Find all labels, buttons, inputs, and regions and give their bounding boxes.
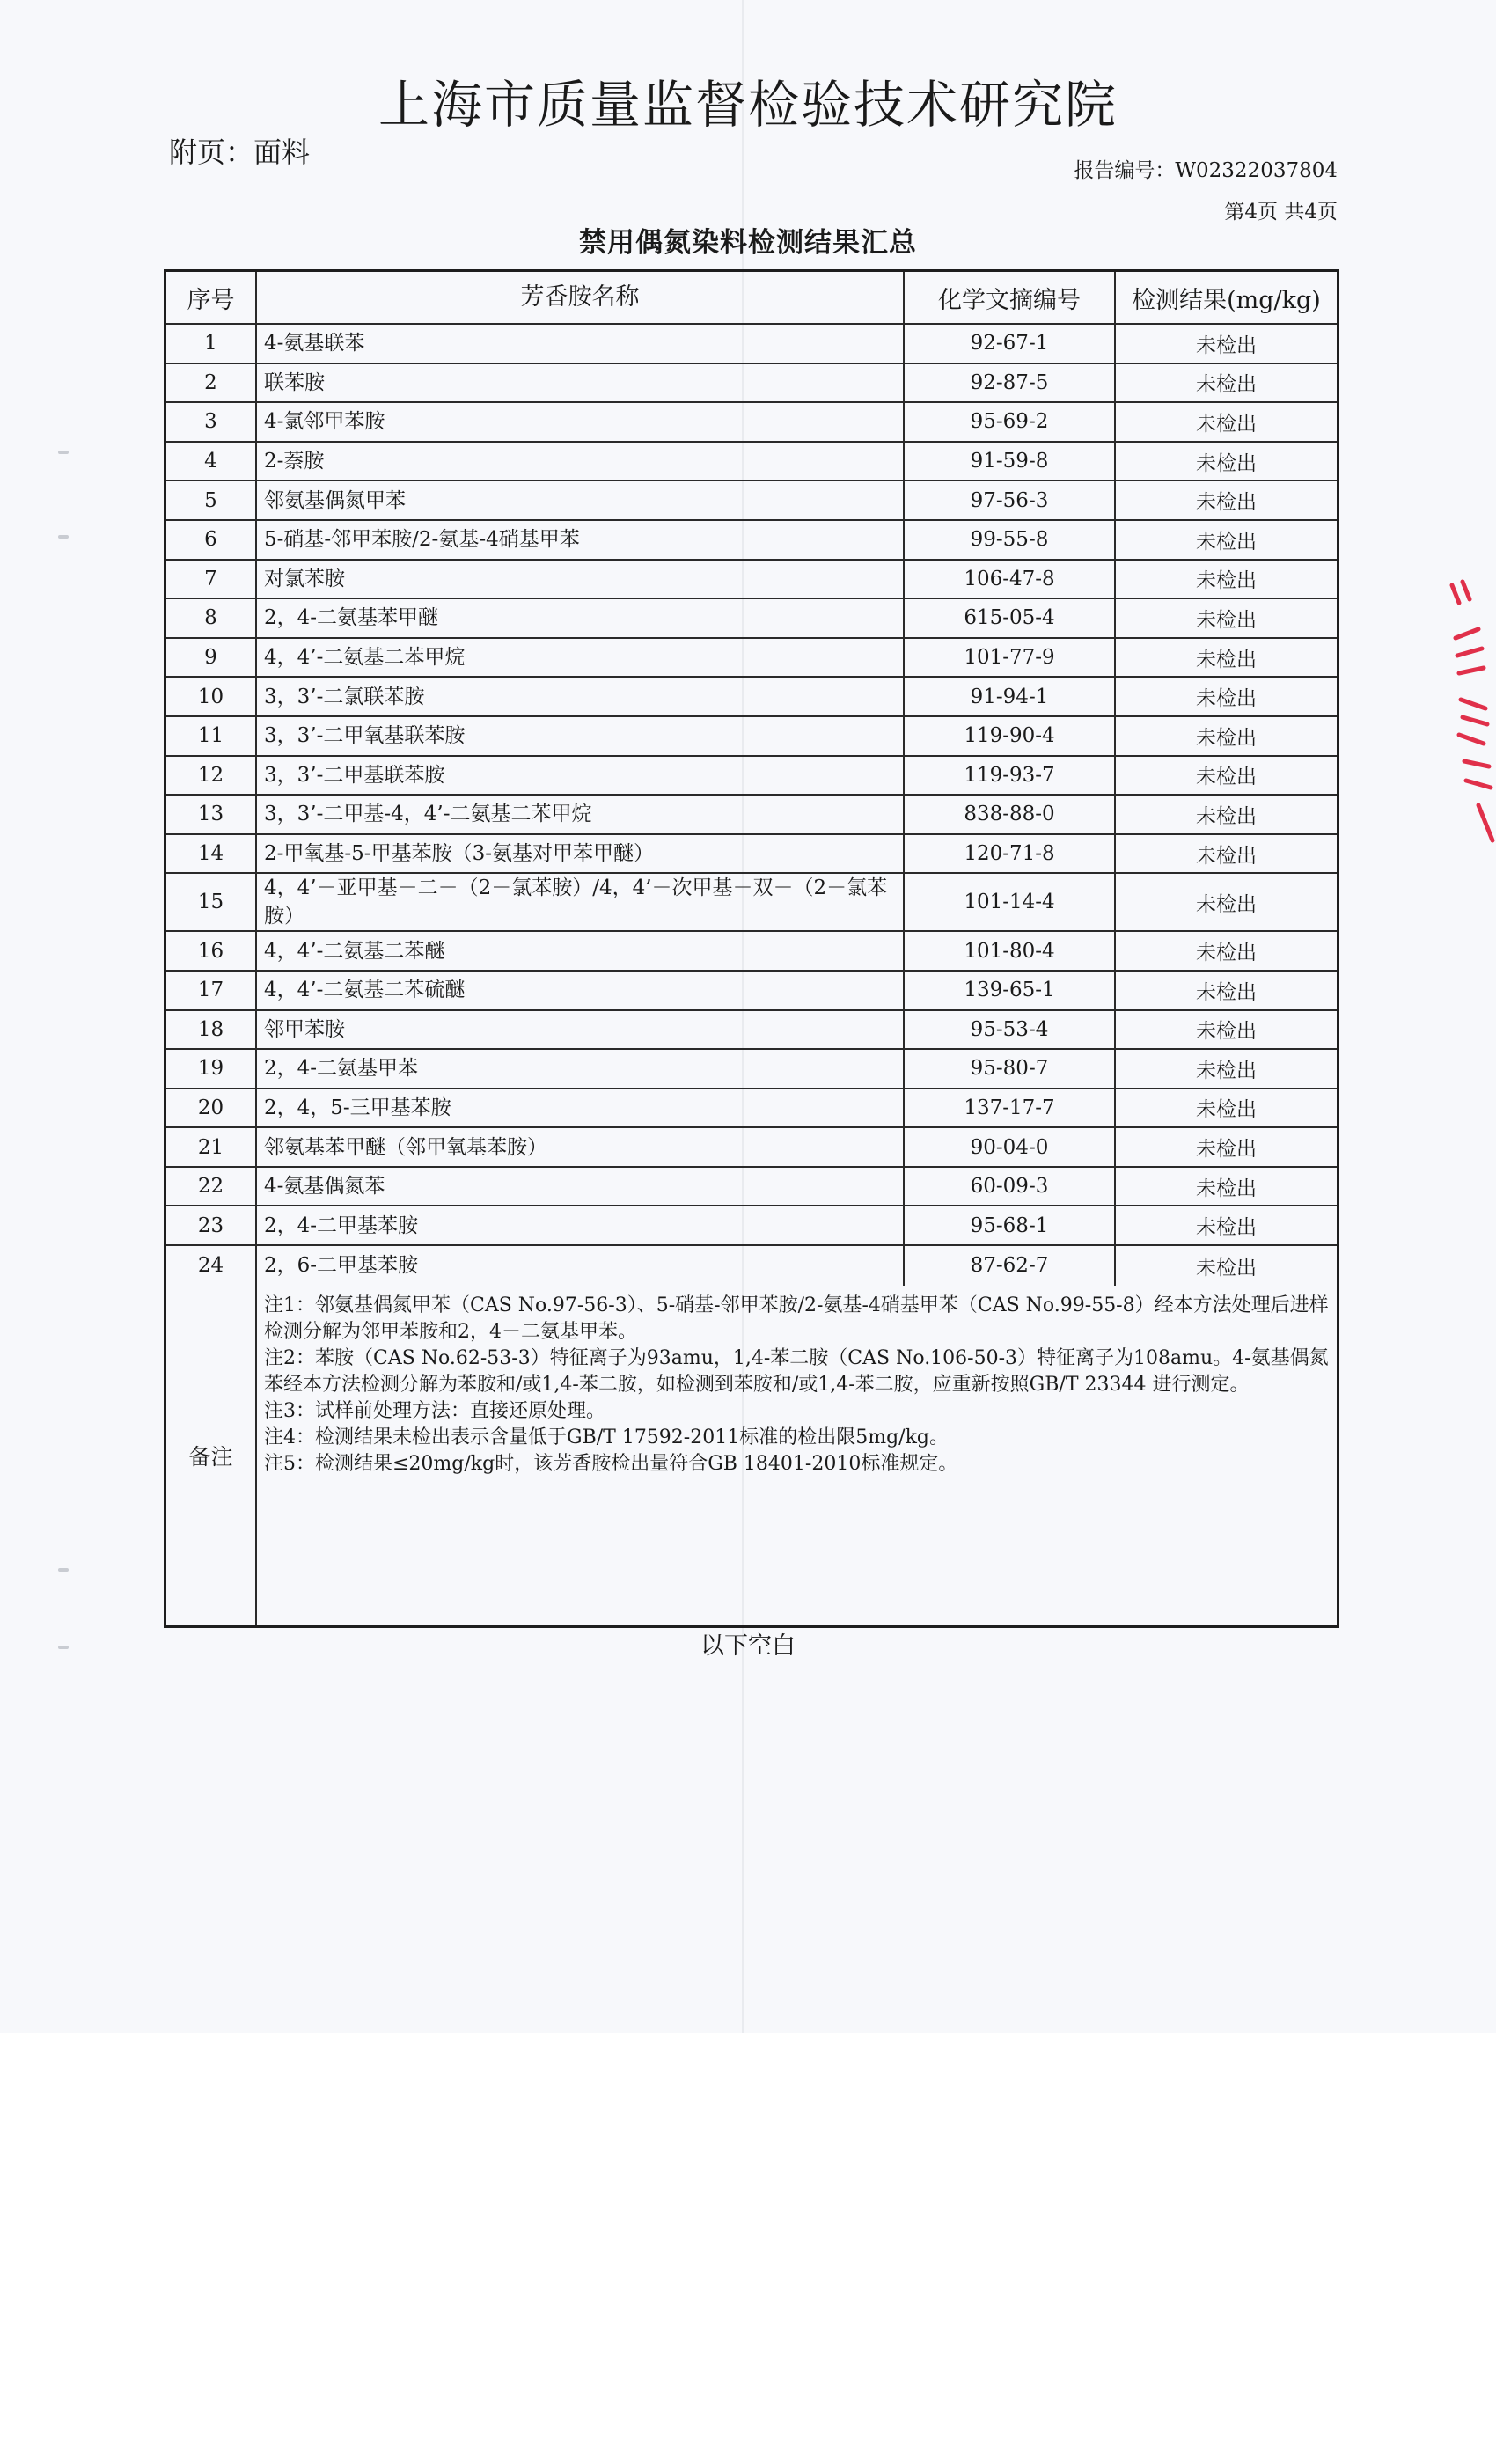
punch-mark <box>58 535 69 539</box>
cas-number-cell: 838-88-0 <box>905 796 1116 833</box>
result-cell: 未检出 <box>1196 942 1257 965</box>
result-cell: 未检出 <box>1196 804 1257 828</box>
result-cell: 未检出 <box>1196 569 1257 593</box>
amine-name-cell: 2-萘胺 <box>257 443 905 480</box>
table-body <box>166 325 1337 1286</box>
institute-title: 上海市质量监督检验技术研究院 <box>378 75 1118 135</box>
punch-mark <box>58 1568 69 1572</box>
row-number-cell: 12 <box>166 757 257 795</box>
amine-name-cell: 4，4’-二氨基二苯硫醚 <box>257 972 905 1009</box>
result-cell: 未检出 <box>1196 726 1257 750</box>
result-cell: 未检出 <box>1196 1098 1257 1122</box>
amine-name-cell: 3，3’-二甲基联苯胺 <box>257 757 905 795</box>
cas-number-cell: 101-77-9 <box>905 639 1116 677</box>
punch-mark <box>58 451 69 454</box>
amine-name-cell: 5-硝基-邻甲苯胺/2-氨基-4硝基甲苯 <box>257 521 905 559</box>
row-number-cell: 1 <box>166 325 257 363</box>
result-cell: 未检出 <box>1196 1059 1257 1082</box>
table-row <box>166 1011 1337 1051</box>
row-number-cell: 7 <box>166 561 257 598</box>
cas-number-cell: 95-68-1 <box>905 1206 1116 1244</box>
table-header-row <box>166 272 1337 325</box>
results-table <box>164 269 1339 1628</box>
amine-name-cell: 对氯苯胺 <box>257 561 905 598</box>
cas-number-cell: 101-14-4 <box>905 874 1116 930</box>
result-cell: 未检出 <box>1196 844 1257 868</box>
row-number-cell: 20 <box>166 1089 257 1127</box>
cas-number-cell: 101-80-4 <box>905 932 1116 970</box>
table-row <box>166 1050 1337 1089</box>
row-number-cell: 22 <box>166 1168 257 1206</box>
table-row <box>166 678 1337 717</box>
row-number-cell: 15 <box>166 874 257 930</box>
notes-row <box>166 1286 1337 1625</box>
table-row <box>166 325 1337 364</box>
amine-name-cell: 邻氨基偶氮甲苯 <box>257 481 905 519</box>
amine-name-cell: 邻甲苯胺 <box>257 1011 905 1049</box>
cas-number-cell: 87-62-7 <box>905 1246 1116 1286</box>
row-number-cell: 24 <box>166 1246 257 1286</box>
cas-number-cell: 90-04-0 <box>905 1128 1116 1166</box>
table-row <box>166 561 1337 600</box>
cas-number-cell: 91-94-1 <box>905 678 1116 715</box>
result-cell: 未检出 <box>1196 334 1257 357</box>
result-cell: 未检出 <box>1196 1020 1257 1044</box>
page-number: 第4页 共4页 <box>1224 201 1338 224</box>
cas-number-cell: 97-56-3 <box>905 481 1116 519</box>
blank-below-text: 以下空白 <box>700 1632 796 1660</box>
table-row <box>166 1246 1337 1286</box>
result-cell: 未检出 <box>1196 373 1257 397</box>
amine-name-cell: 2，4-二氨基甲苯 <box>257 1050 905 1088</box>
note-2: 注2：苯胺（CAS No.62-53-3）特征离子为93amu，1,4-苯二胺（CAS No.106-50-3）特征离子为108amu。4-氨基偶氮苯经本方法检测分解为苯胺和/或1,4-苯二胺，如检测到苯胺和/或1,4-苯二胺，应重新按照GB/T 23344 进行测定。 <box>264 1346 1329 1396</box>
note-4: 注4：检测结果未检出表示含量低于GB/T 17592-2011标准的检出限5mg/kg。 <box>264 1426 949 1448</box>
row-number-cell: 14 <box>166 835 257 873</box>
cas-number-cell: 95-69-2 <box>905 403 1116 441</box>
cas-number-cell: 92-67-1 <box>905 325 1116 363</box>
amine-name-cell: 2-甲氧基-5-甲基苯胺（3-氨基对甲苯甲醚） <box>257 835 905 873</box>
table-row <box>166 1168 1337 1207</box>
amine-name-cell: 3，3’-二甲氧基联苯胺 <box>257 717 905 755</box>
amine-name-cell: 4-氨基联苯 <box>257 325 905 363</box>
note-5: 注5：检测结果≤20mg/kg时，该芳香胺检出量符合GB 18401-2010标准规定。 <box>264 1452 958 1475</box>
notes-content <box>257 1286 1337 1625</box>
amine-name-cell: 2，6-二甲基苯胺 <box>257 1246 905 1286</box>
cas-number-cell: 119-93-7 <box>905 757 1116 795</box>
result-cell: 未检出 <box>1196 766 1257 789</box>
table-row <box>166 874 1337 932</box>
amine-name-cell: 2，4-二氨基苯甲醚 <box>257 599 905 637</box>
result-cell: 未检出 <box>1196 412 1257 436</box>
table-row <box>166 443 1337 482</box>
header-cell-cas: 化学文摘编号 <box>905 272 1116 323</box>
cas-number-cell: 615-05-4 <box>905 599 1116 637</box>
row-number-cell: 23 <box>166 1206 257 1244</box>
table-title: 禁用偶氮染料检测结果汇总 <box>579 227 917 259</box>
header-cell-no: 序号 <box>166 272 257 323</box>
result-cell: 未检出 <box>1196 980 1257 1004</box>
row-number-cell: 16 <box>166 932 257 970</box>
amine-name-cell: 3，3’-二氯联苯胺 <box>257 678 905 715</box>
table-row <box>166 1089 1337 1129</box>
row-number-cell: 19 <box>166 1050 257 1088</box>
row-number-cell: 4 <box>166 443 257 480</box>
header-cell-result: 检测结果(mg/kg) <box>1132 286 1321 314</box>
row-number-cell: 8 <box>166 599 257 637</box>
cas-number-cell: 95-80-7 <box>905 1050 1116 1088</box>
result-cell: 未检出 <box>1196 648 1257 671</box>
cas-number-cell: 99-55-8 <box>905 521 1116 559</box>
cas-number-cell: 91-59-8 <box>905 443 1116 480</box>
row-number-cell: 2 <box>166 364 257 402</box>
notes-label: 备注 <box>166 1286 257 1625</box>
note-1: 注1：邻氨基偶氮甲苯（CAS No.97-56-3）、5-硝基-邻甲苯胺/2-氨基-4硝基甲苯（CAS No.99-55-8）经本方法处理后进样检测分解为邻甲苯胺和2，4－二氨基甲苯。 <box>264 1294 1329 1343</box>
cas-number-cell: 120-71-8 <box>905 835 1116 873</box>
amine-name-cell: 邻氨基苯甲醚（邻甲氧基苯胺） <box>257 1128 905 1166</box>
result-cell: 未检出 <box>1196 451 1257 475</box>
cas-number-cell: 139-65-1 <box>905 972 1116 1009</box>
result-cell: 未检出 <box>1196 892 1257 916</box>
amine-name-cell: 2，4，5-三甲基苯胺 <box>257 1089 905 1127</box>
row-number-cell: 13 <box>166 796 257 833</box>
table-row <box>166 972 1337 1011</box>
result-cell: 未检出 <box>1196 608 1257 632</box>
table-row <box>166 481 1337 521</box>
table-row <box>166 403 1337 443</box>
row-number-cell: 3 <box>166 403 257 441</box>
punch-mark <box>58 1646 69 1649</box>
result-cell: 未检出 <box>1196 530 1257 554</box>
report-number: 报告编号：W02322037804 <box>1074 159 1338 182</box>
row-number-cell: 18 <box>166 1011 257 1049</box>
row-number-cell: 11 <box>166 717 257 755</box>
row-number-cell: 6 <box>166 521 257 559</box>
result-cell: 未检出 <box>1196 1216 1257 1240</box>
amine-name-cell: 4-氯邻甲苯胺 <box>257 403 905 441</box>
table-row <box>166 932 1337 972</box>
table-row <box>166 757 1337 796</box>
amine-name-cell: 3，3’-二甲基-4，4’-二氨基二苯甲烷 <box>257 796 905 833</box>
row-number-cell: 9 <box>166 639 257 677</box>
seal-stamp-fragment <box>1443 576 1496 849</box>
table-row <box>166 639 1337 678</box>
cas-number-cell: 106-47-8 <box>905 561 1116 598</box>
amine-name-cell: 4，4’-二氨基二苯甲烷 <box>257 639 905 677</box>
result-cell: 未检出 <box>1196 1256 1257 1280</box>
amine-name-cell: 4，4’-二氨基二苯醚 <box>257 932 905 970</box>
table-row <box>166 796 1337 835</box>
cas-number-cell: 137-17-7 <box>905 1089 1116 1127</box>
header-cell-name: 芳香胺名称 <box>257 272 905 323</box>
table-row <box>166 364 1337 404</box>
table-row <box>166 1128 1337 1168</box>
note-3: 注3：试样前处理方法：直接还原处理。 <box>264 1399 605 1422</box>
result-cell: 未检出 <box>1196 1138 1257 1162</box>
amine-name-cell: 2，4-二甲基苯胺 <box>257 1206 905 1244</box>
cas-number-cell: 92-87-5 <box>905 364 1116 402</box>
result-cell: 未检出 <box>1196 491 1257 515</box>
row-number-cell: 5 <box>166 481 257 519</box>
appendix-label: 附页：面料 <box>169 136 311 169</box>
result-cell: 未检出 <box>1196 687 1257 711</box>
table-row <box>166 599 1337 639</box>
table-row <box>166 835 1337 875</box>
cas-number-cell: 95-53-4 <box>905 1011 1116 1049</box>
cas-number-cell: 60-09-3 <box>905 1168 1116 1206</box>
amine-name-cell: 4，4’－亚甲基－二－（2－氯苯胺）/4，4’－次甲基－双－（2－氯苯胺） <box>257 874 905 930</box>
cas-number-cell: 119-90-4 <box>905 717 1116 755</box>
amine-name-cell: 4-氨基偶氮苯 <box>257 1168 905 1206</box>
result-cell: 未检出 <box>1196 1177 1257 1200</box>
row-number-cell: 21 <box>166 1128 257 1166</box>
row-number-cell: 17 <box>166 972 257 1009</box>
table-row <box>166 717 1337 757</box>
amine-name-cell: 联苯胺 <box>257 364 905 402</box>
table-row <box>166 521 1337 561</box>
table-row <box>166 1206 1337 1246</box>
row-number-cell: 10 <box>166 678 257 715</box>
